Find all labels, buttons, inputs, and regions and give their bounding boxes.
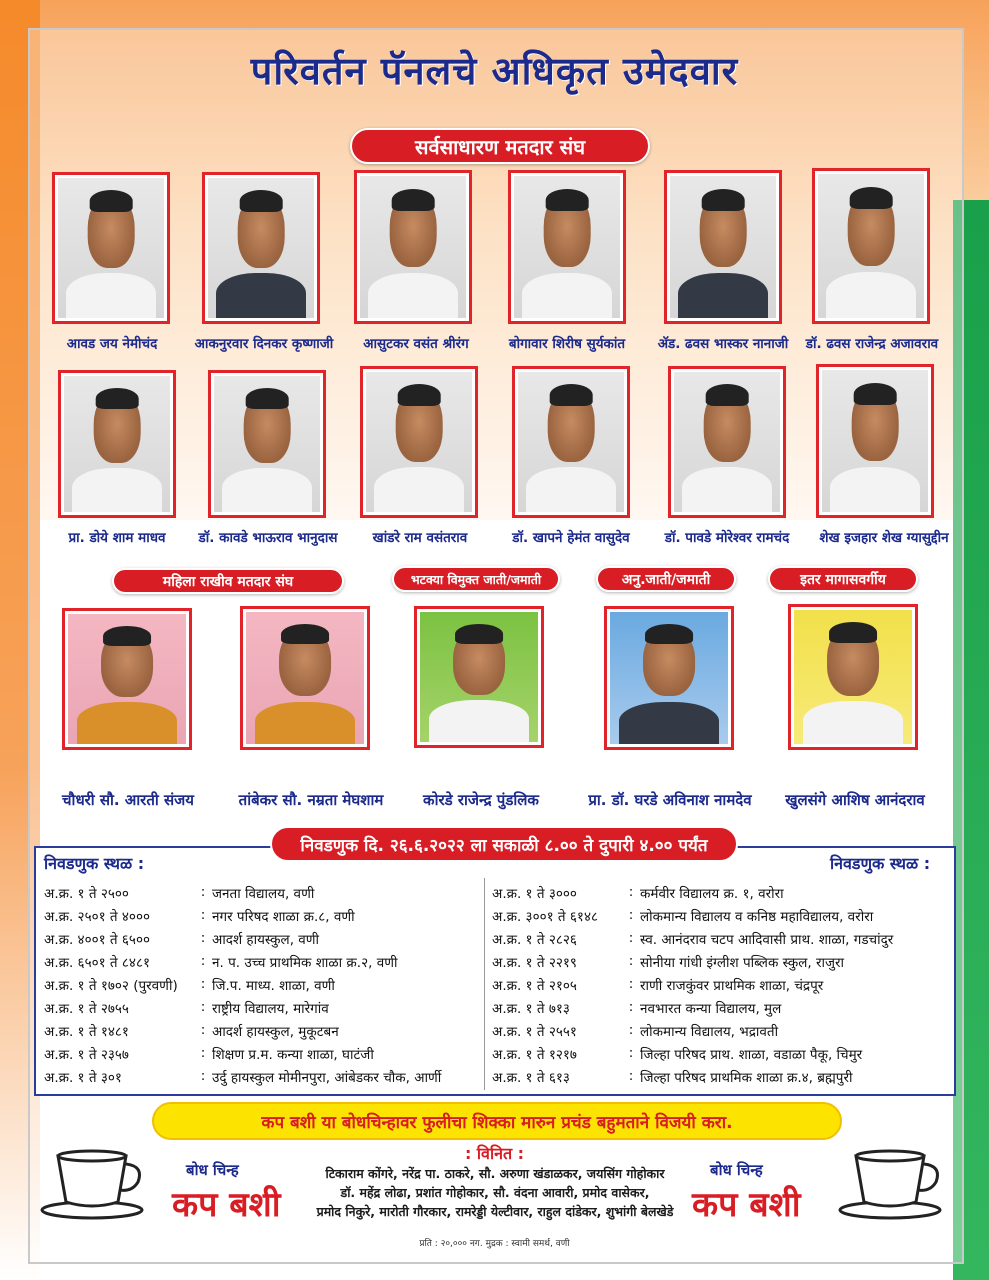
venue-range: अ.क्र. १ ते १४८१ [44,1024,129,1040]
candidate-name: प्रा. डोये शाम माधव [68,530,166,546]
venue-range: अ.क्र. १ ते ७१३ [492,1001,570,1017]
venue-place: आदर्श हायस्कुल, वणी [212,932,320,948]
candidate-photo [604,606,734,750]
venue-row [492,1045,862,1063]
venue-place: राणी राजकुंवर प्राथमिक शाळा, चंद्रपूर [640,978,824,994]
venue-place: उर्दु हायस्कुल मोमीनपुरा, आंबेडकर चौक, आर्णी [212,1070,442,1086]
venue-range: अ.क्र. १ ते २७५५ [44,1001,129,1017]
venue-place: जिल्हा परिषद प्राथ. शाळा, वडाळा पैकू, चिमुर [640,1047,863,1063]
candidate-name: खांडरे राम वसंतराव [372,530,468,546]
venue-place: न. प. उच्च प्राथमिक शाळा क्र.२, वणी [212,955,398,971]
candidate-name: डॉ. खापने हेमंत वासुदेव [512,530,630,546]
venue-range: अ.क्र. १ ते ३००० [492,886,577,902]
election-date-pill: निवडणुक दि. २६.६.२०२२ ला सकाळी ८.०० ते दुपारी ४.०० पर्यंत [270,826,738,862]
venue-colon: : [200,999,206,1015]
venue-colon: : [200,1045,206,1061]
candidate-name: डॉ. ढवस राजेन्द्र अजावराव [805,336,939,352]
venue-row [44,999,329,1017]
venue-colon: : [200,884,206,900]
symbol-name-right: कप बशी [692,1185,801,1225]
venue-place: कर्मवीर विद्यालय क्र. १, वरोरा [640,886,784,902]
venue-colon: : [628,999,634,1015]
venue-colon: : [628,1022,634,1038]
venue-range: अ.क्र. १ ते २१०५ [492,978,577,994]
candidate-photo [508,170,626,324]
venue-range: अ.क्र. १ ते २५५१ [492,1024,577,1040]
venue-place: जनता विद्यालय, वणी [212,886,315,902]
venue-row [492,907,873,925]
venue-place: स्व. आनंदराव चटप आदिवासी प्राथ. शाळा, गडचांदुर [640,932,894,948]
venue-row [44,907,355,925]
venue-colon: : [200,930,206,946]
venue-place: जि.प. माध्य. शाळा, वणी [212,978,335,994]
venue-range: अ.क्र. १ ते ३०१ [44,1070,122,1086]
venue-colon: : [200,976,206,992]
venue-row [44,953,397,971]
venue-row [44,930,319,948]
vjnt-section-pill: भटक्या विमुक्त जाती/जमाती [392,566,560,592]
venue-colon: : [200,1068,206,1084]
symbol-label-right: बोध चिन्ह [710,1161,763,1179]
venue-place: राष्ट्रीय विद्यालय, मारेगांव [212,1001,329,1017]
candidate-name: ॲड. ढवस भास्कर नानाजी [657,336,789,352]
venue-colon: : [200,1022,206,1038]
venue-range: अ.क्र. ४००१ ते ६५०० [44,932,150,948]
candidate-photo [202,172,320,324]
venue-divider [484,878,485,1090]
venue-colon: : [628,976,634,992]
printer-credit: प्रति : २०,००० नग. मुद्रक : स्वामी समर्थ, वणी [419,1239,570,1249]
venue-place: सोनीया गांधी इंग्लीश पब्लिक स्कुल, राजुरा [640,955,845,971]
venue-place: शिक्षण प्र.म. कन्या शाळा, घाटंजी [212,1047,374,1063]
venue-colon: : [200,953,206,969]
candidate-photo [208,370,326,518]
venue-range: अ.क्र. १ ते २३५७ [44,1047,129,1063]
nominee-line: प्रमोद निकुरे, मारोती गौरकार, रामरेड्डी येल्टीवार, राहुल दांडेकर, शुभांगी बेलखेडे [316,1204,674,1219]
venue-place: नगर परिषद शाळा क्र.८, वणी [212,909,355,925]
venue-range: अ.क्र. १ ते ६१३ [492,1070,570,1086]
candidate-name: प्रा. डॉ. घरडे अविनाश नामदेव [588,791,752,809]
candidate-name: डॉ. पावडे मोरेश्वर रामचंद [664,530,790,546]
venue-colon: : [628,907,634,923]
candidate-name: डॉ. कावडे भाऊराव भानुदास [198,530,338,546]
venue-heading-left: निवडणुक स्थळ : [44,854,145,873]
venue-place: लोकमान्य विद्यालय व कनिष्ठ महाविद्यालय, वरोरा [640,909,874,925]
venue-row [44,976,335,994]
candidate-name: आसुटकर वसंत श्रीरंग [363,336,469,352]
candidate-photo [360,366,478,518]
venue-range: अ.क्र. १ ते २५०० [44,886,129,902]
venue-row [492,976,823,994]
candidate-photo [62,608,192,750]
venue-place: आदर्श हायस्कुल, मुकूटबन [212,1024,339,1040]
venue-row [492,999,781,1017]
symbol-name-left: कप बशी [172,1185,281,1225]
venue-colon: : [628,1068,634,1084]
nominee-line: टिकाराम कोंगरे, नरेंद्र पा. ठाकरे, सौ. अरुणा खंडाळकर, जयसिंग गोहोकार [325,1166,665,1181]
venue-range: अ.क्र. २५०१ ते ४००० [44,909,150,925]
venue-range: अ.क्र. १ ते १२१७ [492,1047,577,1063]
symbol-label-left: बोध चिन्ह [186,1161,239,1179]
cup-saucer-icon [40,1140,150,1220]
venue-range: अ.क्र. १ ते २८२६ [492,932,577,948]
candidate-photo [812,168,930,324]
poster-title: परिवर्तन पॅनलचे अधिकृत उमेदवार [250,49,739,93]
venue-colon: : [200,907,206,923]
candidate-name: चौधरी सौ. आरती संजय [62,791,194,809]
candidate-photo [52,172,170,324]
venue-range: अ.क्र. ६५०१ ते ८४८१ [44,955,150,971]
venue-colon: : [628,884,634,900]
venue-row [492,1068,852,1086]
candidate-name: आकनुरवार दिनकर कृष्णाजी [194,336,334,352]
nominee-list [290,1164,700,1221]
venue-row [44,1045,374,1063]
candidate-name: बोगावार शिरीष सुर्यकांत [508,336,626,352]
candidate-name: खुलसंगे आशिष आनंदराव [785,791,925,809]
venue-colon: : [628,1045,634,1061]
venue-row [44,1022,339,1040]
candidate-photo [512,366,630,518]
venue-row [492,884,784,902]
candidate-name: शेख इजहार शेख ग्यासुद्दीन [819,530,949,546]
venue-heading-right: निवडणुक स्थळ : [830,854,931,873]
candidate-name: तांबेकर सौ. नम्रता मेघशाम [238,791,384,809]
venue-row [44,1068,441,1086]
candidate-name: कोरडे राजेन्द्र पुंडलिक [423,791,539,809]
candidate-photo [788,604,918,750]
venue-row [492,953,844,971]
obc-section-pill: इतर मागासवर्गीय [768,566,918,592]
venue-place: नवभारत कन्या विद्यालय, मुल [640,1001,782,1017]
candidate-photo [668,366,786,518]
candidate-photo [816,364,934,518]
candidate-photo [240,606,370,750]
general-section-pill: सर्वसाधारण मतदार संघ [350,128,650,164]
nominee-line: डॉ. महेंद्र लोढा, प्रशांत गोहोकार, सौ. वंदना आवारी, प्रमोद वासेकर, [340,1185,650,1200]
venue-range: अ.क्र. १ ते १७०२ (पुरवणी) [44,978,178,994]
candidate-photo [664,170,782,324]
candidate-name: आवड जय नेमीचंद [66,336,158,352]
venue-colon: : [628,953,634,969]
vinit-label: : विनित : [464,1144,525,1163]
venue-colon: : [628,930,634,946]
women-section-pill: महिला राखीव मतदार संघ [112,568,344,594]
venue-range: अ.क्र. ३००१ ते ६१४८ [492,909,598,925]
candidate-photo [354,170,472,324]
appeal-banner: कप बशी या बोधचिन्हावर फुलीचा शिक्का मारुन प्रचंड बहुमताने विजयी करा. [152,1102,842,1140]
venue-row [492,1022,778,1040]
candidate-photo [414,606,544,748]
sc-section-pill: अनु.जाती/जमाती [596,566,736,592]
venue-row [44,884,314,902]
cup-saucer-icon [838,1140,948,1220]
candidate-photo [58,370,176,518]
venue-place: लोकमान्य विद्यालय, भद्रावती [640,1024,779,1040]
venue-row [492,930,893,948]
venue-place: जिल्हा परिषद प्राथमिक शाळा क्र.४, ब्रह्मपुरी [640,1070,853,1086]
venue-range: अ.क्र. १ ते २२१९ [492,955,577,971]
